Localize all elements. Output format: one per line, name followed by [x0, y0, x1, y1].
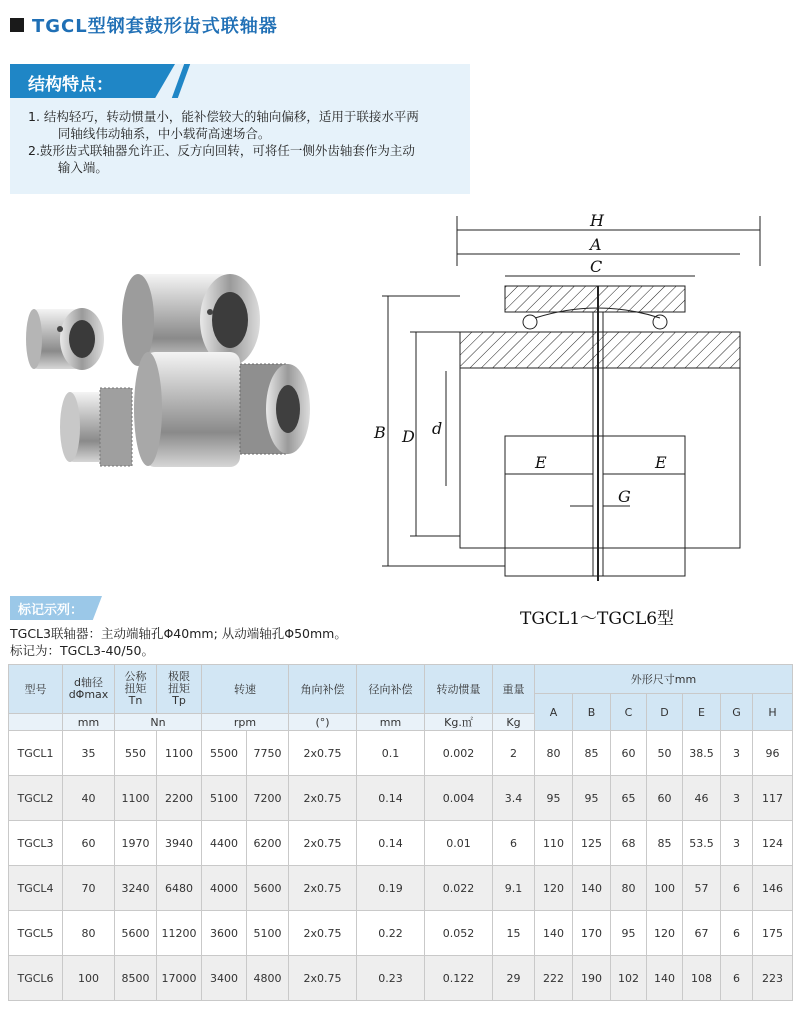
- dim-label-E-left: E: [535, 453, 547, 472]
- table-cell: 60: [63, 821, 115, 866]
- table-cell: 2x0.75: [289, 776, 357, 821]
- marking-line-1: TGCL3联轴器：主动端轴孔Φ40mm; 从动端轴孔Φ50mm。: [10, 626, 347, 641]
- table-cell: 6: [493, 821, 535, 866]
- table-cell: 223: [753, 956, 793, 1001]
- table-cell: 0.14: [357, 821, 425, 866]
- table-cell: 3.4: [493, 776, 535, 821]
- table-cell: 38.5: [683, 731, 721, 776]
- table-cell: 60: [647, 776, 683, 821]
- th-bore: d轴径 dΦmax: [63, 665, 115, 714]
- table-cell: 0.1: [357, 731, 425, 776]
- features-heading: 结构特点：: [28, 75, 113, 95]
- table-cell: 40: [63, 776, 115, 821]
- th-angular: 角向补偿: [289, 665, 357, 714]
- table-cell: 11200: [157, 911, 202, 956]
- dim-label-C: C: [590, 257, 603, 276]
- title-square-icon: [10, 18, 24, 32]
- dim-label-G: G: [618, 487, 631, 506]
- table-cell: 170: [573, 911, 611, 956]
- product-photo: [20, 264, 325, 496]
- table-cell: 0.14: [357, 776, 425, 821]
- dim-label-d: d: [432, 419, 443, 438]
- th-dim-H: H: [753, 694, 793, 731]
- table-cell: 46: [683, 776, 721, 821]
- dim-label-E-right: E: [655, 453, 667, 472]
- feature-line: 同轴线伟动轴系，中小载荷高速场合。: [42, 126, 271, 141]
- table-cell: 2x0.75: [289, 911, 357, 956]
- table-cell: TGCL2: [9, 776, 63, 821]
- table-row: [9, 956, 793, 1001]
- table-cell: 110: [535, 821, 573, 866]
- coupling-assembled: [134, 352, 310, 467]
- table-cell: 0.23: [357, 956, 425, 1001]
- table-cell: 80: [63, 911, 115, 956]
- table-cell: 140: [573, 866, 611, 911]
- th-dim-B: B: [573, 694, 611, 731]
- table-row: [9, 776, 793, 821]
- table-cell: TGCL3: [9, 821, 63, 866]
- table-cell: 5100: [202, 776, 247, 821]
- th-dim-C: C: [611, 694, 647, 731]
- th-dims: 外形尺寸mm: [535, 665, 793, 694]
- th-dim-G: G: [721, 694, 753, 731]
- th-unit-speed: rpm: [202, 714, 289, 731]
- table-row: [9, 911, 793, 956]
- th-unit-torque: Nn: [115, 714, 202, 731]
- table-cell: 0.052: [425, 911, 493, 956]
- table-cell: 95: [611, 911, 647, 956]
- table-cell: 0.19: [357, 866, 425, 911]
- table-cell: 7200: [247, 776, 289, 821]
- table-cell: 9.1: [493, 866, 535, 911]
- table-cell: 3400: [202, 956, 247, 1001]
- table-cell: 67: [683, 911, 721, 956]
- table-cell: 140: [535, 911, 573, 956]
- table-cell: 4800: [247, 956, 289, 1001]
- th-nominal-torque: 公称 扭矩 Tn: [115, 665, 157, 714]
- table-cell: 3: [721, 821, 753, 866]
- th-speed: 转速: [202, 665, 289, 714]
- dim-label-D: D: [402, 427, 415, 446]
- table-cell: 5100: [247, 911, 289, 956]
- table-cell: 68: [611, 821, 647, 866]
- table-cell: 35: [63, 731, 115, 776]
- table-cell: 175: [753, 911, 793, 956]
- table-cell: 2x0.75: [289, 731, 357, 776]
- feature-line: 输入端。: [42, 160, 108, 175]
- table-cell: 1100: [157, 731, 202, 776]
- table-cell: 222: [535, 956, 573, 1001]
- th-dim-D: D: [647, 694, 683, 731]
- th-dim-A: A: [535, 694, 573, 731]
- th-weight: 重量: [493, 665, 535, 714]
- th-limit-torque: 极限 扭矩 Tp: [157, 665, 202, 714]
- table-cell: 85: [647, 821, 683, 866]
- table-cell: 3240: [115, 866, 157, 911]
- table-cell: 120: [535, 866, 573, 911]
- th-unit-bore: mm: [63, 714, 115, 731]
- table-cell: 15: [493, 911, 535, 956]
- table-cell: 8500: [115, 956, 157, 1001]
- table-cell: 80: [535, 731, 573, 776]
- features-text: [28, 108, 468, 176]
- technical-drawing: [360, 206, 780, 596]
- table-cell: 60: [611, 731, 647, 776]
- page-title: TGCL型钢套鼓形齿式联轴器: [32, 16, 278, 37]
- th-dim-E: E: [683, 694, 721, 731]
- table-cell: 4400: [202, 821, 247, 866]
- table-cell: 65: [611, 776, 647, 821]
- table-cell: 1970: [115, 821, 157, 866]
- dim-label-H: H: [590, 211, 604, 230]
- table-cell: 108: [683, 956, 721, 1001]
- table-cell: 140: [647, 956, 683, 1001]
- marking-line-2: 标记为：TGCL3-40/50。: [10, 643, 155, 658]
- th-unit-weight: Kg: [493, 714, 535, 731]
- th-radial: 径向补偿: [357, 665, 425, 714]
- gear-hub-left: [60, 388, 132, 466]
- table-cell: 550: [115, 731, 157, 776]
- drawing-caption: TGCL1～TGCL6型: [520, 609, 675, 629]
- table-cell: 5600: [247, 866, 289, 911]
- table-cell: 0.22: [357, 911, 425, 956]
- table-cell: 2200: [157, 776, 202, 821]
- table-cell: 95: [535, 776, 573, 821]
- table-cell: 3: [721, 776, 753, 821]
- table-cell: 100: [647, 866, 683, 911]
- table-cell: 80: [611, 866, 647, 911]
- spec-table: [8, 664, 793, 1001]
- table-cell: 5600: [115, 911, 157, 956]
- table-cell: 29: [493, 956, 535, 1001]
- marking-heading: 标记示列：: [18, 603, 84, 618]
- table-cell: 95: [573, 776, 611, 821]
- table-cell: 124: [753, 821, 793, 866]
- table-cell: 3: [721, 731, 753, 776]
- table-cell: 0.002: [425, 731, 493, 776]
- table-cell: 6200: [247, 821, 289, 866]
- table-cell: 53.5: [683, 821, 721, 866]
- table-cell: 2x0.75: [289, 866, 357, 911]
- table-cell: 190: [573, 956, 611, 1001]
- table-cell: TGCL6: [9, 956, 63, 1001]
- table-row: [9, 731, 793, 776]
- dim-label-A: A: [590, 235, 602, 254]
- table-cell: 0.01: [425, 821, 493, 866]
- table-cell: 2x0.75: [289, 821, 357, 866]
- table-cell: 0.022: [425, 866, 493, 911]
- table-row: [9, 866, 793, 911]
- table-cell: 2: [493, 731, 535, 776]
- feature-line: 1. 结构轻巧，转动惯量小，能补偿较大的轴向偏移，适用于联接水平两: [28, 109, 419, 124]
- table-cell: 6: [721, 866, 753, 911]
- table-cell: 0.004: [425, 776, 493, 821]
- feature-line: 2.鼓形齿式联轴器允许正、反方向回转，可将任一侧外齿轴套作为主动: [28, 143, 415, 158]
- table-cell: 102: [611, 956, 647, 1001]
- table-cell: 96: [753, 731, 793, 776]
- table-cell: 120: [647, 911, 683, 956]
- table-cell: 6: [721, 956, 753, 1001]
- th-unit-angular: (°): [289, 714, 357, 731]
- table-cell: 6480: [157, 866, 202, 911]
- table-cell: 50: [647, 731, 683, 776]
- table-cell: 3940: [157, 821, 202, 866]
- table-cell: 125: [573, 821, 611, 866]
- table-cell: TGCL5: [9, 911, 63, 956]
- table-cell: 100: [63, 956, 115, 1001]
- page-title-bar: [10, 12, 278, 38]
- spec-table-body: [9, 731, 793, 1001]
- table-cell: 7750: [247, 731, 289, 776]
- table-cell: 57: [683, 866, 721, 911]
- th-model: 型号: [9, 665, 63, 714]
- table-cell: 117: [753, 776, 793, 821]
- th-inertia: 转动惯量: [425, 665, 493, 714]
- table-cell: TGCL4: [9, 866, 63, 911]
- th-unit-empty: [9, 714, 63, 731]
- hub-small: [26, 308, 104, 370]
- th-unit-radial: mm: [357, 714, 425, 731]
- table-cell: 0.122: [425, 956, 493, 1001]
- th-unit-inertia: Kg.㎡: [425, 714, 493, 731]
- table-cell: 2x0.75: [289, 956, 357, 1001]
- table-cell: 146: [753, 866, 793, 911]
- table-cell: 70: [63, 866, 115, 911]
- table-cell: 85: [573, 731, 611, 776]
- table-cell: 17000: [157, 956, 202, 1001]
- table-cell: 5500: [202, 731, 247, 776]
- table-cell: 1100: [115, 776, 157, 821]
- dim-label-B: B: [374, 423, 386, 442]
- table-cell: TGCL1: [9, 731, 63, 776]
- table-cell: 6: [721, 911, 753, 956]
- table-cell: 3600: [202, 911, 247, 956]
- table-row: [9, 821, 793, 866]
- table-cell: 4000: [202, 866, 247, 911]
